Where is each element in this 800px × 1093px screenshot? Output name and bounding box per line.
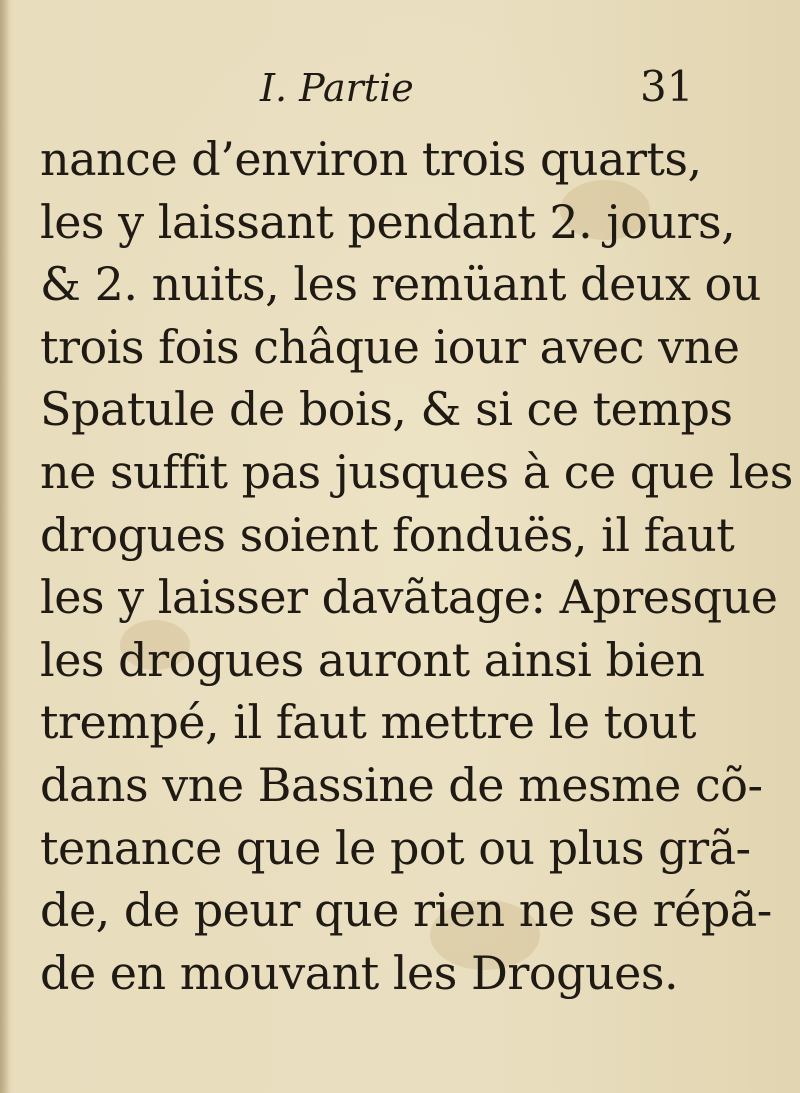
body-text xyxy=(40,128,793,1004)
running-head: I. Partie xyxy=(260,66,414,110)
page-header xyxy=(0,58,800,118)
text-line: Spatule de bois, & si ce temps xyxy=(40,382,733,437)
page-number: 31 xyxy=(640,62,694,111)
text-line: nance d’environ trois quarts, xyxy=(40,132,702,186)
text-line: les drogues auront ainsi bien xyxy=(40,632,705,687)
text-line: dans vne Bassine de mesme cõ- xyxy=(40,757,763,812)
text-line: drogues soient fonduës, il faut xyxy=(40,507,735,562)
text-line: les y laissant pendant 2. jours, xyxy=(40,194,736,249)
text-line: tenance que le pot ou plus grã- xyxy=(40,820,751,875)
text-line: ne suffit pas jusques à ce que les xyxy=(40,444,793,499)
text-line: les y laisser davãtage: Apresque xyxy=(40,570,778,625)
text-line: de, de peur que rien ne se répã- xyxy=(40,883,772,938)
text-line: trempé, il faut mettre le tout xyxy=(40,695,696,750)
text-line: de en mouvant les Drogues. xyxy=(40,945,679,1000)
text-line: trois fois châque iour avec vne xyxy=(40,319,740,374)
gutter-shadow xyxy=(0,0,10,1093)
text-line: & 2. nuits, les remüant deux ou xyxy=(40,257,761,312)
